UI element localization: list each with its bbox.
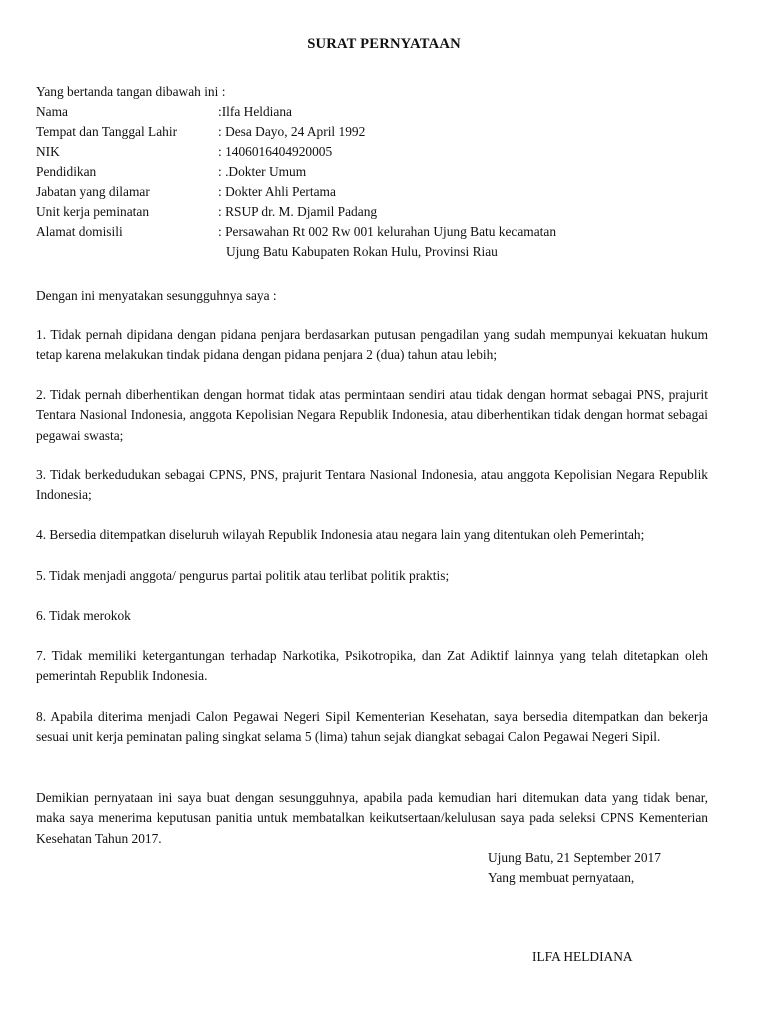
field-nama [36, 102, 292, 122]
closing-paragraph: Demikian pernyataan ini saya buat dengan sesungguhnya, apabila pada kemudian hari ditemukan data yang tidak benar, maka saya menerima keputusan panitia untuk membatalkan keikutsertaan/kelulusan saya pada seleksi CPNS Kementerian Kesehatan Tahun 2017. [36, 790, 708, 846]
field-tempat-tanggal-lahir [36, 122, 365, 142]
address-continuation: Ujung Batu Kabupaten Rokan Hulu, Provinsi Riau [226, 244, 498, 259]
field-nik [36, 142, 332, 162]
field-label: Tempat dan Tanggal Lahir [36, 124, 178, 139]
statement-point-8: 8. Apabila diterima menjadi Calon Pegawai Negeri Sipil Kementerian Kesehatan, saya bersedia ditempatkan dan bekerja sesuai unit kerja peminatan paling singkat selama 5 (lima) tahun sejak diangkat sebagai Calon Pegawai Negeri Sipil. [36, 709, 708, 745]
field-alamat [36, 222, 556, 242]
field-label: Unit kerja peminatan [36, 204, 150, 219]
signature-place-date: Ujung Batu, 21 September 2017 [488, 850, 661, 865]
statement-point-5: 5. Tidak menjadi anggota/ pengurus partai politik atau terlibat politik praktis; [36, 568, 450, 583]
statement-point-4: 4. Bersedia ditempatkan diseluruh wilayah Republik Indonesia atau negara lain yang ditentukan oleh Pemerintah; [36, 527, 645, 542]
statement-intro: Dengan ini menyatakan sesungguhnya saya : [36, 288, 277, 303]
field-pendidikan [36, 162, 306, 182]
field-value: : 1406016404920005 [218, 144, 333, 159]
field-value: :Ilfa Heldiana [218, 104, 292, 119]
statement-point-2: 2. Tidak pernah diberhentikan dengan hormat tidak atas permintaan sendiri atau tidak dengan hormat sebagai PNS, prajurit Tentara Nasional Indonesia, anggota Kepolisian Negara Republik Indonesia, atau diberhentikan tidak dengan hormat sebagai pegawai swasta; [36, 387, 708, 443]
signature-maker-label: Yang membuat pernyataan, [488, 870, 635, 885]
field-value: : Persawahan Rt 002 Rw 001 kelurahan Ujung Batu kecamatan [218, 224, 557, 239]
field-value: : Desa Dayo, 24 April 1992 [218, 124, 366, 139]
statement-point-1: 1. Tidak pernah dipidana dengan pidana penjara berdasarkan putusan pengadilan yang sudah mempunyai kekuatan hukum tetap karena melakukan tindak pidana dengan pidana penjara 2 (dua) tahun atau lebih; [36, 327, 708, 363]
field-value: : Dokter Ahli Pertama [218, 184, 336, 199]
field-unit-kerja [36, 202, 377, 222]
field-label: Pendidikan [36, 164, 97, 179]
signature-name: ILFA HELDIANA [532, 949, 633, 964]
field-label: NIK [36, 144, 60, 159]
field-value: : .Dokter Umum [218, 164, 307, 179]
field-label: Alamat domisili [36, 224, 123, 239]
field-label: Jabatan yang dilamar [36, 184, 150, 199]
field-value: : RSUP dr. M. Djamil Padang [218, 204, 378, 219]
statement-point-6: 6. Tidak merokok [36, 608, 131, 623]
statement-point-3: 3. Tidak berkedudukan sebagai CPNS, PNS, prajurit Tentara Nasional Indonesia, atau anggota Kepolisian Negara Republik Indonesia; [36, 467, 708, 503]
field-label: Nama [36, 104, 68, 119]
document-title: SURAT PERNYATAAN [307, 36, 461, 52]
intro-line: Yang bertanda tangan dibawah ini : [36, 84, 226, 99]
field-jabatan [36, 182, 336, 202]
statement-point-7: 7. Tidak memiliki ketergantungan terhadap Narkotika, Psikotropika, dan Zat Adiktif lainnya yang telah ditetapkan oleh pemerintah Republik Indonesia. [36, 648, 708, 684]
